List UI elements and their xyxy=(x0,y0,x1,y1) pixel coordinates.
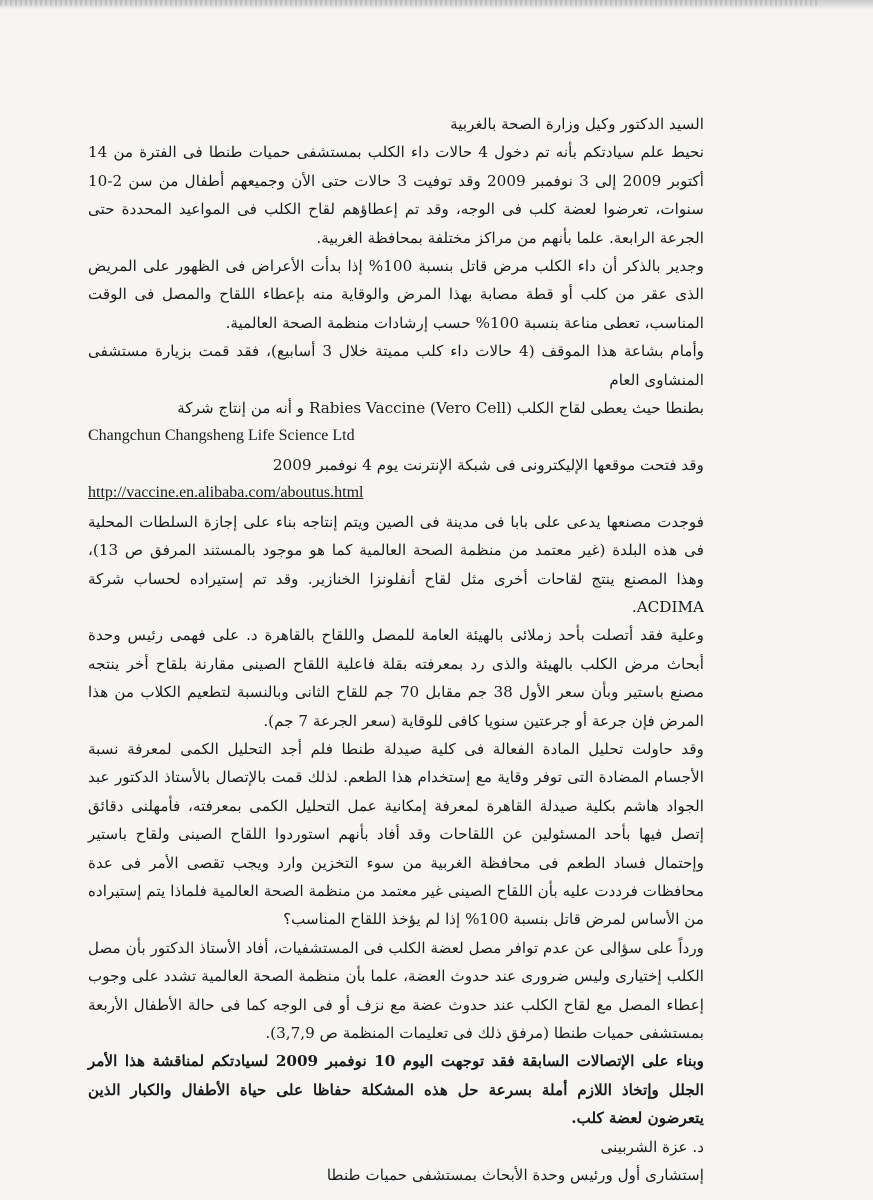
signature-title: إستشارى أول ورئيس وحدة الأبحاث بمستشفى حميات طنطا xyxy=(326,1166,704,1185)
paragraph-7: وقد حاولت تحليل المادة الفعالة فى كلية صيدلة طنطا فلم أجد التحليل الكمى لمعرفة نسبة الأجسام المضادة التى توفر وقاية مع إستخدام هذا الطعم. لذلك قمت بالإتصال بالأستاذ الدكتور عبد الجواد هاشم بكلية صيدلة القاهرة لمعرفة إمكانية عمل التحليل الكمى بمعرفته، فأمهلنى دقائق إتصل فيها بأحد المسئولين عن اللقاحات وقد أفاد بأنهم استوردوا اللقاح الصينى ولقاح باستير وإحتمال فساد الطعم فى محافظة الغربية من سوء التخزين وارد ويجب تقصى الأمر فى عدة محافظات فرددت عليه بأن اللقاح الصينى غير معتمد من منظمة الصحة العالمية فلماذا يتم إستيراده من الأساس لمرض قاتل بنسبة 100% إذا لم يؤخذ اللقاح المناسب؟ xyxy=(88,739,704,929)
paragraph-6: وعلية فقد أتصلت بأحد زملائى بالهيئة العامة للمصل واللقاح بالقاهرة د. على فهمى رئيس وحدة أبحاث مرض الكلب بالهيئة والذى رد بمعرفته بقلة فاعلية اللقاح الصينى مقارنة بلقاح أخر ينتجه مصنع باستير وبأن سعر الأول 38 جم مقابل 70 جم للقاح الثانى وبالنسبة لتطعيم الكلاب من هذا المرض فإن جرعة أو جرعتين سنويا كافى للوقاية (سعر الجرعة 7 جم). xyxy=(88,626,705,730)
salutation: السيد الدكتور وكيل وزارة الصحة بالغربية xyxy=(450,115,704,133)
paragraph-2: وجدير بالذكر أن داء الكلب مرض قاتل بنسبة 100% إذا بدأت الأعراض فى الظهور على المريض الذى عقر من كلب أو قطة مصابة بهذا المرض والوقاية منه بإعطاء اللقاح والمصل فى الوقت المناسب، تعطى مناعة بنسبة 100% حسب إرشادات منظمة الصحة العالمية. xyxy=(88,257,704,332)
paragraph-3-line-1: وأمام بشاعة هذا الموقف (4 حالات داء كلب مميتة خلال 3 أسابيع)، فقد قمت بزيارة مستشفى المنشاوى العام xyxy=(88,342,705,389)
paragraph-1: نحيط علم سيادتكم بأنه تم دخول 4 حالات داء الكلب بمستشفى حميات طنطا فى الفترة من 14 أكتوبر 2009 إلى 3 نوفمبر 2009 وقد توفيت 3 حالات حتى الأن وجميعهم أطفال من سن 2-10 سنوات، تعرضوا لعضة كلب فى الوجه، وقد تم إعطاؤهم لقاح الكلب فى المواعيد المحددة حتى الجرعة الرابعة. علما بأنهم من مراكز مختلفة بمحافظة الغربية. xyxy=(88,143,705,247)
paragraph-4: وقد فتحت موقعها الإليكترونى فى شبكة الإنترنت يوم 4 نوفمبر 2009 xyxy=(272,455,704,474)
letter-body xyxy=(88,110,704,1189)
paragraph-3-line-2: بطنطا حيث يعطى لقاح الكلب (Rabies Vaccine (Vero Cell و أنه من إنتاج شركة xyxy=(177,399,704,418)
paragraph-8: ورداً على سؤالى عن عدم توافر مصل لعضة الكلب فى المستشفيات، أفاد الأستاذ الدكتور بأن مصل الكلب إختيارى وليس ضرورى عند حدوث العضة، علما بأن منظمة الصحة العالمية تشدد على وجوب إعطاء المصل مع لقاح الكلب عند حدوث عضة مع نزف أو فى الوجه كما فى حالة الأطفال الأربعة بمستشفى حميات طنطا (مرفق ذلك فى تعليمات المنظمة ص 3,7,9). xyxy=(88,938,704,1042)
paragraph-5: فوجدت مصنعها يدعى على بابا فى مدينة فى الصين ويتم إنتاجه بناء على إجازة السلطات المحلية فى هذه البلدة (غير معتمد من منظمة الصحة العالمية كما هو موجود بالمستند المرفق ص 13)، وهذا المصنع ينتج لقاحات أخرى مثل لقاح أنفلونزا الخنازير. وقد تم إستيراده لحساب شركة ACDIMA. xyxy=(88,512,704,616)
paragraph-9: وبناء على الإتصالات السابقة فقد توجهت اليوم 10 نوفمبر 2009 لسيادتكم لمناقشة هذا الأمر الجلل وإتخاذ اللازم أملة بسرعة حل هذه المشكلة حفاظا على حياة الأطفال والكبار الذين يتعرضون لعضة كلب. xyxy=(88,1052,705,1128)
company-name: Changchun Changsheng Life Science Ltd xyxy=(88,427,355,445)
paragraph-3 xyxy=(88,337,704,422)
scan-noise xyxy=(0,0,820,6)
signature-name: د. عزة الشربينى xyxy=(600,1137,704,1156)
vaccine-url-link[interactable]: http://vaccine.en.alibaba.com/aboutus.html xyxy=(88,484,364,502)
